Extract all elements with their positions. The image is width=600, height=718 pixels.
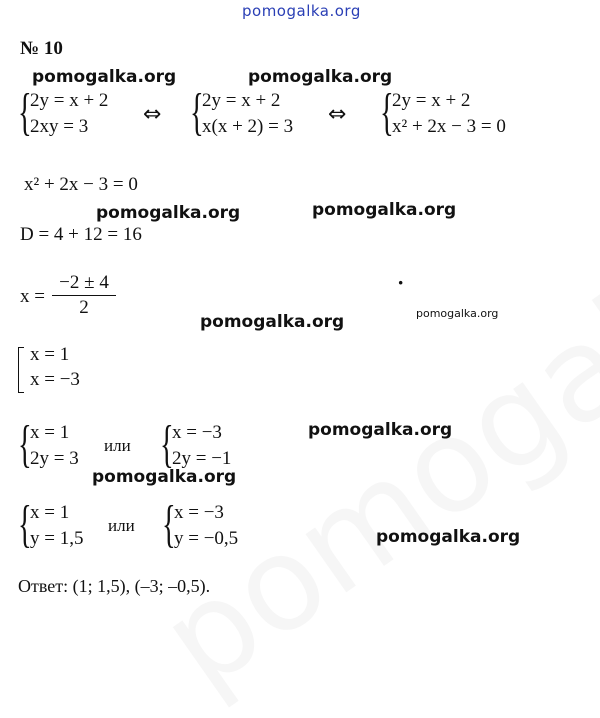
fraction-numerator: −2 ± 4	[59, 272, 109, 293]
equation: 2y = x + 2	[202, 90, 281, 111]
watermark: pomogalka.org	[32, 67, 177, 87]
watermark: pomogalka.org	[96, 203, 241, 223]
case-system-b	[160, 416, 270, 473]
equation: 2y = x + 2	[30, 90, 109, 111]
root: x = 1	[30, 344, 70, 365]
watermark: pomogalka.org	[308, 420, 453, 440]
system-3	[380, 84, 520, 141]
final-system-b	[162, 496, 272, 553]
watermark: pomogalka.org	[248, 67, 393, 87]
watermark: pomogalka.org	[312, 200, 457, 220]
brace: {	[18, 84, 32, 141]
case-system-a	[18, 416, 98, 473]
equation: x = 1	[30, 422, 70, 443]
watermark-top: pomogalka.org	[242, 2, 361, 20]
equation: 2y = x + 2	[392, 90, 471, 111]
fraction-bar	[52, 295, 116, 296]
equation: x(x + 2) = 3	[202, 116, 294, 137]
quadratic-equation: x² + 2x − 3 = 0	[24, 174, 138, 195]
watermark: pomogalka.org	[92, 467, 237, 487]
brace: {	[18, 496, 32, 553]
brace: {	[18, 416, 32, 473]
fraction-denominator: 2	[79, 297, 89, 318]
equation: y = −0,5	[174, 528, 239, 549]
brace: {	[190, 84, 204, 141]
equation: 2xy = 3	[30, 116, 89, 137]
equation: x² + 2x − 3 = 0	[392, 116, 506, 137]
equation: x = 1	[30, 502, 70, 523]
bracket	[18, 347, 24, 393]
discriminant: D = 4 + 12 = 16	[20, 224, 142, 245]
problem-number: № 10	[20, 38, 63, 59]
equation: x = −3	[172, 422, 222, 443]
answer: Ответ: (1; 1,5), (–3; –0,5).	[18, 576, 211, 596]
roots-set	[18, 344, 108, 396]
system-2	[190, 84, 320, 141]
stray-dot: ·	[397, 270, 405, 295]
equation: x = −3	[174, 502, 224, 523]
x-fraction	[52, 272, 116, 319]
brace: {	[380, 84, 394, 141]
watermark: pomogalka.org	[416, 307, 499, 320]
equivalence-arrow: ⇔	[143, 102, 162, 127]
root: x = −3	[30, 369, 80, 390]
final-system-a	[18, 496, 108, 553]
equivalence-arrow: ⇔	[328, 102, 347, 127]
x-prefix: x =	[20, 286, 45, 307]
or-word: или	[104, 436, 131, 455]
equation: 2y = −1	[172, 448, 232, 469]
brace: {	[160, 416, 174, 473]
system-1	[18, 84, 138, 141]
or-word: или	[108, 516, 135, 535]
watermark: pomogalka.org	[376, 527, 521, 547]
equation: y = 1,5	[30, 528, 84, 549]
watermark: pomogalka.org	[200, 312, 345, 332]
equation: 2y = 3	[30, 448, 79, 469]
brace: {	[162, 496, 176, 553]
